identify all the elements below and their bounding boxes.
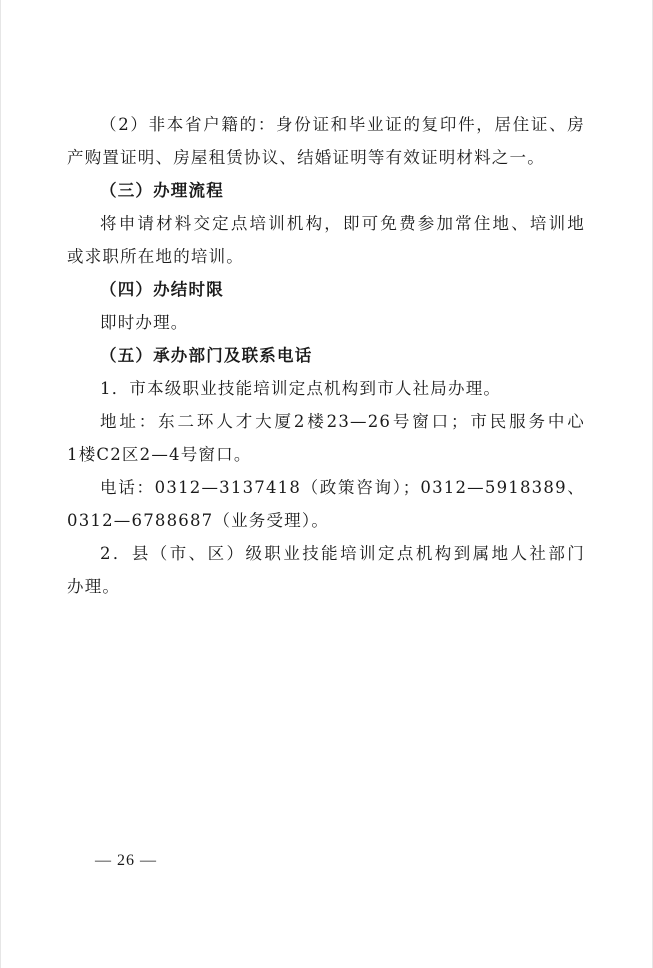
page-number: — 26 — bbox=[95, 852, 157, 869]
section-heading: （四）办结时限 bbox=[100, 280, 224, 299]
paragraph-line: 0312—6788687（业务受理）。 bbox=[67, 511, 330, 530]
document-body bbox=[67, 108, 585, 603]
paragraph-line: 2．县（市、区）级职业技能培训定点机构到属地人社部门 bbox=[100, 544, 585, 563]
paragraph-line: 将申请材料交定点培训机构，即可免费参加常住地、培训地 bbox=[100, 214, 585, 233]
paragraph-line: 电话：0312—3137418（政策咨询）；0312—5918389、 bbox=[100, 478, 585, 497]
section-heading: （五）承办部门及联系电话 bbox=[100, 346, 313, 365]
section-heading: （三）办理流程 bbox=[100, 181, 224, 200]
paragraph-line: 地址：东二环人才大厦2楼23—26号窗口；市民服务中心 bbox=[100, 412, 585, 431]
paragraph-line: 1．市本级职业技能培训定点机构到市人社局办理。 bbox=[100, 379, 502, 398]
paragraph-line: 1楼C2区2—4号窗口。 bbox=[67, 445, 252, 464]
paragraph-line: 产购置证明、房屋租赁协议、结婚证明等有效证明材料之一。 bbox=[67, 148, 545, 167]
paragraph-line: 办理。 bbox=[67, 577, 121, 596]
paragraph-line: （2）非本省户籍的：身份证和毕业证的复印件，居住证、房 bbox=[100, 115, 585, 134]
paragraph-line: 或求职所在地的培训。 bbox=[67, 247, 244, 266]
paragraph-line: 即时办理。 bbox=[100, 313, 189, 332]
